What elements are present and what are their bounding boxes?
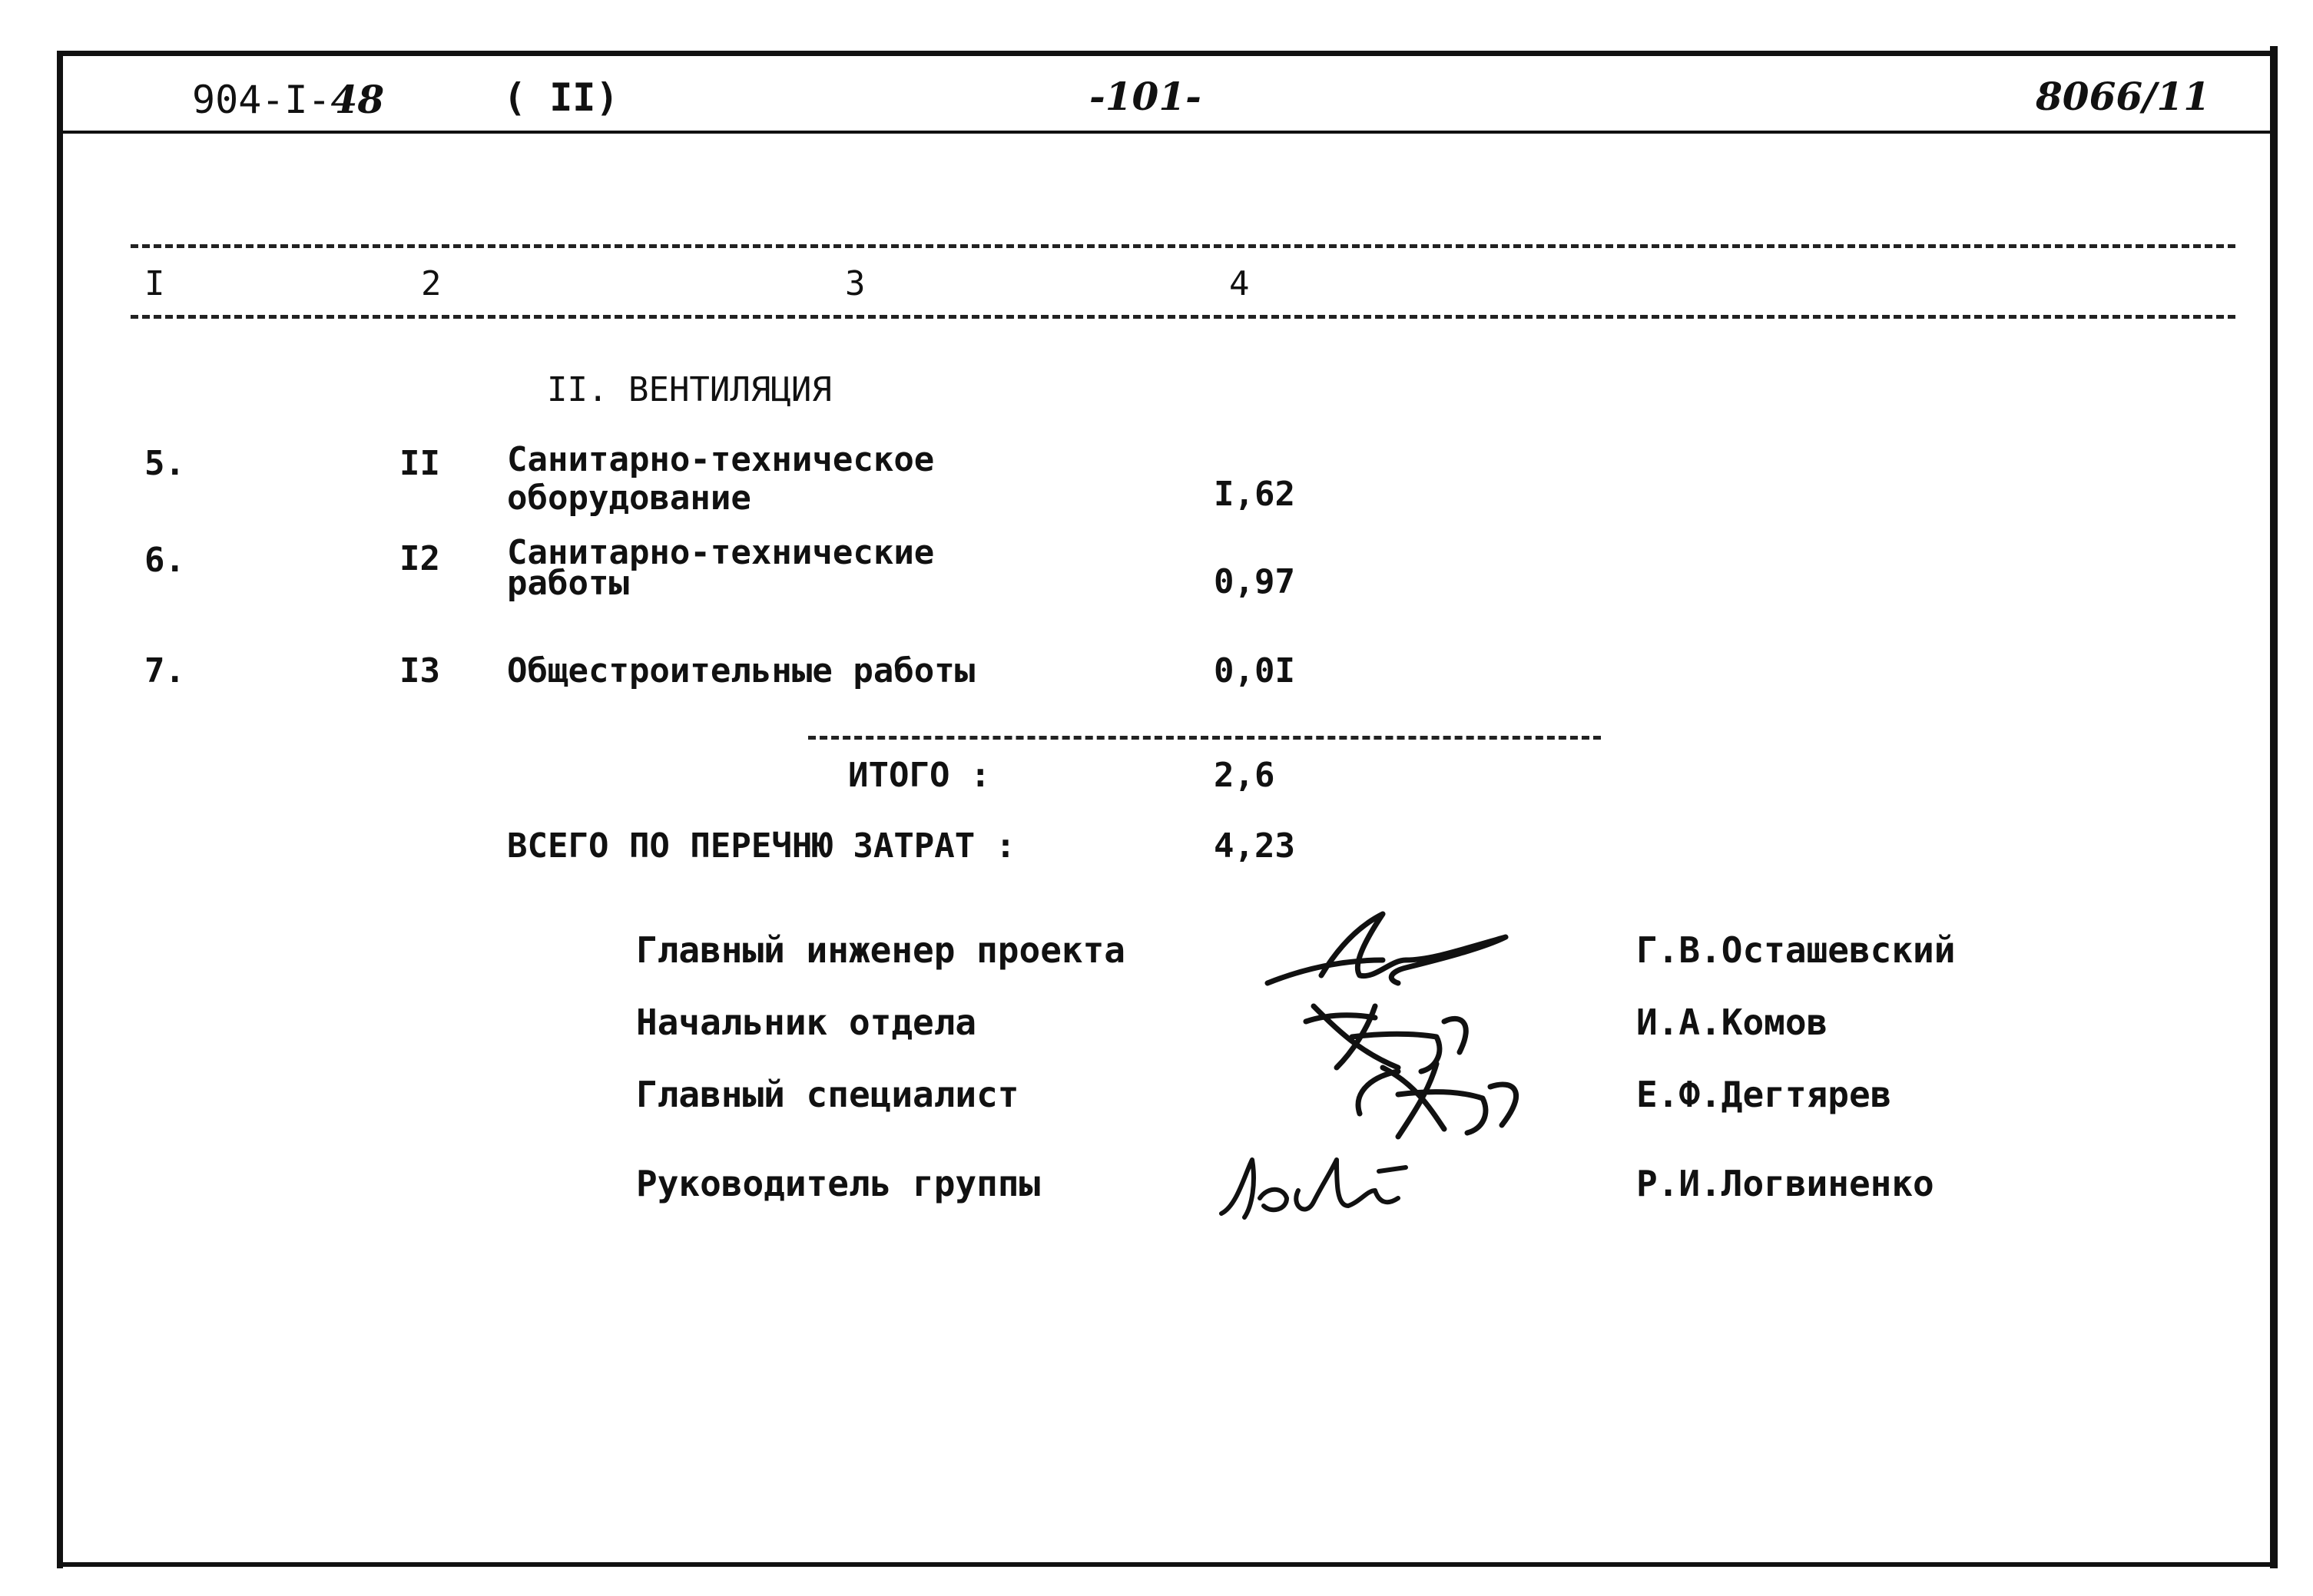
total-value: 4,23 <box>1214 826 1295 866</box>
document-code-printed: 904-I- <box>192 78 331 122</box>
column-header-1: I <box>144 264 165 303</box>
signature-4-handwritten <box>1214 1144 1444 1229</box>
subtotal-label: ИТОГО : <box>848 756 991 795</box>
row-7-number: 7. <box>144 651 185 690</box>
row-5-value: I,62 <box>1214 475 1295 514</box>
row-6-code: I2 <box>399 539 440 578</box>
section-title: II. ВЕНТИЛЯЦИЯ <box>547 370 832 409</box>
table-header-rule-bottom <box>131 315 2235 319</box>
row-6-name <box>507 533 935 603</box>
subtotal-value: 2,6 <box>1214 756 1275 795</box>
signature-role-1: Главный инженер проекта <box>636 929 1125 971</box>
signature-name-3: Е.Ф.Дегтярев <box>1636 1074 1892 1115</box>
row-6-number: 6. <box>144 541 185 580</box>
document-code-handwritten: 48 <box>330 77 385 122</box>
frame-top-border <box>60 51 2277 56</box>
frame-right-border <box>2270 46 2278 1568</box>
signature-name-1: Г.В.Осташевский <box>1636 929 1956 971</box>
row-6-name-line2: работы <box>507 564 629 603</box>
signature-3-handwritten <box>1337 1052 1536 1152</box>
inventory-number: 8066/11 <box>2036 74 2211 119</box>
signature-name-2: И.А.Комов <box>1636 1002 1828 1043</box>
subtotal-rule <box>808 736 1601 740</box>
row-7-code: I3 <box>399 651 440 690</box>
row-5-code: II <box>399 444 440 483</box>
signature-role-3: Главный специалист <box>636 1074 1019 1115</box>
page-number: -101- <box>1089 74 1201 119</box>
column-header-4: 4 <box>1229 264 1250 303</box>
row-6-name-line1: Санитарно-технические <box>507 533 935 572</box>
signature-name-4: Р.И.Логвиненко <box>1636 1163 1934 1204</box>
table-header-rule-top <box>131 244 2235 248</box>
row-5-number: 5. <box>144 444 185 483</box>
row-5-name-line2: оборудование <box>507 478 751 518</box>
total-label: ВСЕГО ПО ПЕРЕЧНЮ ЗАТРАТ : <box>507 826 1016 866</box>
row-7-value: 0,0I <box>1214 651 1295 690</box>
signature-role-4: Руководитель группы <box>636 1163 1041 1204</box>
volume-label: ( II) <box>503 75 619 120</box>
row-5-name-line1: Санитарно-техническое <box>507 440 935 479</box>
document-code <box>192 77 384 122</box>
row-5-name <box>507 441 934 518</box>
column-header-3: 3 <box>845 264 866 303</box>
frame-left-border <box>57 51 63 1568</box>
signature-role-2: Начальник отдела <box>636 1002 977 1043</box>
header-divider <box>63 131 2270 134</box>
row-7-name: Общестроительные работы <box>507 651 976 690</box>
column-header-2: 2 <box>421 264 442 303</box>
row-6-value: 0,97 <box>1214 562 1295 601</box>
frame-bottom-border <box>57 1562 2277 1567</box>
